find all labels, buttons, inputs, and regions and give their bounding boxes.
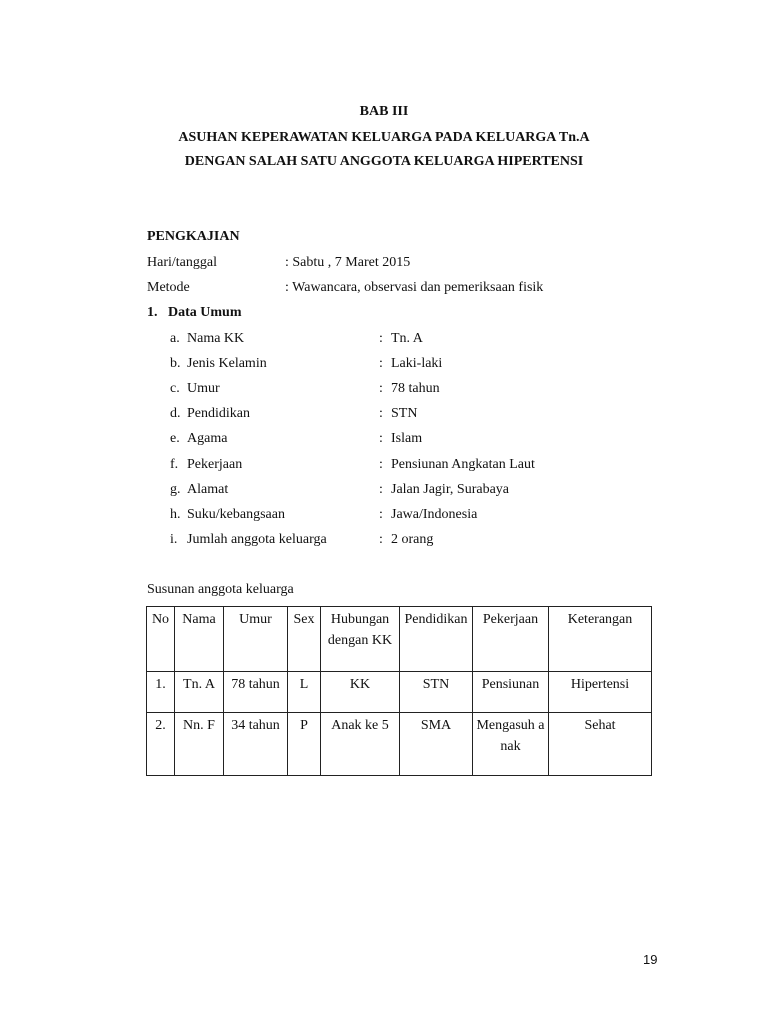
item-label: Alamat xyxy=(187,482,229,497)
table-cell: Pensiunan xyxy=(473,672,549,713)
table-cell: Hipertensi xyxy=(549,672,652,713)
item-letter: h. xyxy=(170,507,181,522)
header-cell: Sex xyxy=(288,607,321,672)
table-cell: SMA xyxy=(400,713,473,776)
title-line-2: DENGAN SALAH SATU ANGGOTA KELUARGA HIPERTENSI xyxy=(184,154,584,169)
table-cell: Nn. F xyxy=(175,713,224,776)
item-colon: : xyxy=(379,331,383,346)
item-label: Nama KK xyxy=(187,331,245,346)
item-label: Jumlah anggota keluarga xyxy=(187,532,327,547)
header-cell: Pekerjaan xyxy=(473,607,549,672)
table-row xyxy=(147,713,652,776)
item-colon: : xyxy=(379,532,383,547)
table-cell: 1. xyxy=(147,672,175,713)
item-value: STN xyxy=(391,406,418,421)
data-umum-number: 1. xyxy=(147,305,158,320)
title-line-1: ASUHAN KEPERAWATAN KELUARGA PADA KELUARGA Tn.A xyxy=(178,130,590,145)
data-umum-heading: Data Umum xyxy=(168,305,242,320)
table-cell: Tn. A xyxy=(175,672,224,713)
header-cell: Hubungan dengan KK xyxy=(321,607,400,672)
table-cell: KK xyxy=(321,672,400,713)
item-letter: i. xyxy=(170,532,178,547)
meta-value-method: : Wawancara, observasi dan pemeriksaan fisik xyxy=(285,280,544,295)
item-colon: : xyxy=(379,507,383,522)
header-cell: Nama xyxy=(175,607,224,672)
header-cell: Keterangan xyxy=(549,607,652,672)
item-letter: g. xyxy=(170,482,181,497)
header-cell: Umur xyxy=(224,607,288,672)
item-value: Tn. A xyxy=(391,331,423,346)
item-value: Laki-laki xyxy=(391,356,443,371)
table-cell: L xyxy=(288,672,321,713)
table-cell: STN xyxy=(400,672,473,713)
table-cell: 2. xyxy=(147,713,175,776)
item-colon: : xyxy=(379,457,383,472)
item-colon: : xyxy=(379,406,383,421)
item-label: Suku/kebangsaan xyxy=(187,507,285,522)
table-cell: P xyxy=(288,713,321,776)
item-value: 2 orang xyxy=(391,532,434,547)
item-value: Jalan Jagir, Surabaya xyxy=(391,482,510,497)
table-row xyxy=(147,672,652,713)
item-letter: e. xyxy=(170,431,180,446)
item-colon: : xyxy=(379,381,383,396)
item-colon: : xyxy=(379,431,383,446)
table-cell: Mengasuh anak xyxy=(473,713,549,776)
item-letter: f. xyxy=(170,457,179,472)
chapter-heading: BAB III xyxy=(359,104,409,119)
page-number: 19 xyxy=(643,952,658,967)
item-label: Agama xyxy=(187,431,228,446)
item-value: Pensiunan Angkatan Laut xyxy=(391,457,535,472)
item-colon: : xyxy=(379,482,383,497)
item-value: Islam xyxy=(391,431,423,446)
table-cell: Sehat xyxy=(549,713,652,776)
meta-value-date: : Sabtu , 7 Maret 2015 xyxy=(285,255,411,270)
item-label: Pekerjaan xyxy=(187,457,243,472)
item-letter: b. xyxy=(170,356,181,371)
item-letter: c. xyxy=(170,381,180,396)
table-cell: Anak ke 5 xyxy=(321,713,400,776)
section-heading: PENGKAJIAN xyxy=(147,229,240,244)
table-caption: Susunan anggota keluarga xyxy=(147,582,294,597)
table-cell: 78 tahun xyxy=(224,672,288,713)
item-label: Pendidikan xyxy=(187,406,250,421)
item-colon: : xyxy=(379,356,383,371)
meta-label-method: Metode xyxy=(147,280,190,295)
item-letter: a. xyxy=(170,331,180,346)
header-cell: No xyxy=(147,607,175,672)
meta-label-date: Hari/tanggal xyxy=(147,255,217,270)
item-letter: d. xyxy=(170,406,181,421)
table-header-row xyxy=(147,607,652,672)
item-label: Jenis Kelamin xyxy=(187,356,267,371)
item-label: Umur xyxy=(187,381,220,396)
item-value: Jawa/Indonesia xyxy=(391,507,478,522)
family-members-table xyxy=(146,606,652,776)
item-value: 78 tahun xyxy=(391,381,440,396)
header-cell: Pendidikan xyxy=(400,607,473,672)
table-cell: 34 tahun xyxy=(224,713,288,776)
